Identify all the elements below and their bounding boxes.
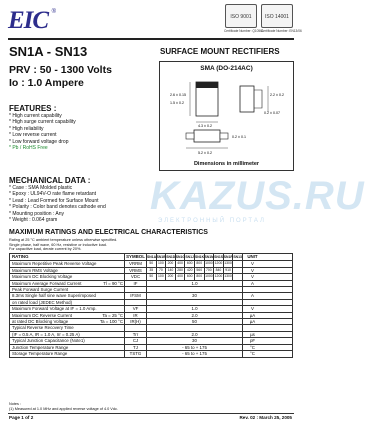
parameter-cell — [10, 281, 125, 286]
value-cell: 840 — [214, 268, 224, 273]
note-line: Notes : — [9, 402, 22, 406]
column-header: SN13 — [233, 255, 242, 259]
symbol-cell: CJ — [125, 338, 147, 343]
rating-notes — [9, 238, 117, 252]
symbol-cell: VRMS — [125, 268, 147, 273]
package-side-view — [240, 86, 254, 112]
dim-label: 0.2 ± 0.1 — [232, 135, 246, 139]
table-row — [9, 351, 293, 357]
product-category: SURFACE MOUNT RECTIFIERS — [160, 47, 280, 56]
package-name: SMA (DO-214AC) — [200, 65, 253, 72]
io-spec: Io : 1.0 Ampere — [9, 77, 84, 89]
value-cell: 50 — [147, 261, 157, 266]
ratings-heading: MAXIMUM RATINGS AND ELECTRICAL CHARACTERISTICS — [9, 229, 208, 236]
list-item: * High surge current capability — [9, 119, 76, 125]
parameter-name: (IF = 0.5 A, IR = 1.0 A, Irr = 0.25 A) — [12, 331, 80, 337]
list-item: * Weight : 0.064 gram — [9, 217, 106, 223]
unit-cell: V — [251, 306, 254, 312]
column-header: SYMBOL — [125, 254, 147, 260]
parameter-cell — [10, 287, 125, 292]
parameter-cell — [10, 306, 125, 311]
list-item: * Low forward voltage drop — [9, 139, 76, 145]
right-lead — [220, 133, 228, 139]
parameter-cell — [10, 274, 125, 279]
value-cell: 420 — [185, 268, 195, 273]
parameter-name: Maximum Forward Voltage at IF = 1.0 Amp. — [12, 306, 97, 312]
footnotes — [9, 402, 118, 411]
symbol-cell — [125, 300, 147, 305]
unit-cell: V — [250, 261, 254, 267]
revision-date: Rev. 02 : March 25, 2005 — [239, 415, 292, 420]
watermark — [150, 174, 365, 232]
dim-label: 4.3 ± 0.2 — [198, 124, 212, 128]
list-item: * Case : SMA Molded plastic — [9, 185, 106, 191]
left-lead — [186, 133, 194, 139]
value-cell: 200 — [166, 274, 176, 279]
value-cell: - 65 to + 175 — [147, 345, 243, 350]
column-header: SN1R — [223, 255, 233, 259]
watermark-subtitle: ЭЛЕКТРОННЫЙ ПОРТАЛ — [158, 218, 266, 224]
unit-cell — [243, 287, 262, 292]
value-cell: 800 — [195, 261, 205, 266]
symbol-cell: Trr — [125, 332, 147, 337]
parameter-name: at rated DC Blocking Voltage — [12, 319, 69, 325]
parameter-name: Maximum DC Blocking Voltage — [12, 274, 73, 280]
column-header: SN1G — [175, 255, 186, 259]
value-cell: 400 — [176, 261, 186, 266]
symbol-cell: IR — [125, 313, 147, 318]
column-header: RATING — [10, 254, 125, 260]
symbol-cell — [125, 325, 147, 330]
iso-14001-badge: ISO 14001 — [261, 4, 293, 28]
value-cell: 70 — [157, 268, 167, 273]
symbol-cell: IF — [125, 281, 147, 286]
column-header: SN1M — [204, 255, 214, 259]
eic-logo — [8, 7, 56, 34]
package-bottom-view — [194, 130, 220, 142]
symbol-cell: VDC — [125, 274, 147, 279]
value-cell: 1000 — [205, 261, 213, 266]
symbol-cell: TSTG — [125, 351, 147, 356]
features-list — [9, 113, 76, 151]
parameter-name: Maximum Average Forward Current — [12, 280, 82, 286]
parameter-cell — [10, 338, 125, 343]
features-heading: FEATURES : — [9, 104, 57, 113]
parameter-name: Storage Temperature Range — [12, 351, 68, 357]
value-cell: 280 — [176, 268, 186, 273]
page-number: Page 1 of 2 — [9, 415, 34, 420]
value-cell: 1.0 — [147, 306, 243, 311]
value-cell: 2.0 — [147, 313, 243, 318]
value-cell: 1000 — [205, 274, 213, 279]
parameter-cell — [10, 325, 125, 330]
parameter-name: Maximum Repetitive Peak Reverse Voltage — [12, 261, 97, 267]
value-cell — [147, 325, 243, 330]
unit-cell — [243, 300, 262, 305]
value-cell: 1300 — [224, 274, 232, 279]
list-item: * Polarity : Color band denotes cathode end — [9, 204, 106, 210]
value-cell — [147, 300, 243, 305]
header-divider — [8, 38, 294, 40]
list-item: * High reliability — [9, 126, 76, 132]
dim-label: 1.5 ± 0.2 — [170, 101, 184, 105]
value-cell: 400 — [176, 274, 186, 279]
value-cell: 600 — [185, 261, 195, 266]
value-cell: 1200 — [214, 274, 223, 279]
parameter-condition: Tl = 90 °C — [103, 280, 123, 286]
note-line: Single phase, half wave, 60 Hz, resistive or inductive load. — [9, 242, 107, 247]
unit-cell: A — [251, 280, 254, 286]
column-header: SN1D — [166, 255, 176, 259]
value-cell: 1200 — [214, 261, 223, 266]
column-header: SN1K — [194, 255, 205, 259]
value-cell: 30 — [147, 293, 243, 298]
column-header: UNIT — [247, 254, 258, 259]
unit-cell: µA — [249, 312, 256, 318]
value-cell: 100 — [157, 274, 167, 279]
value-cell: 2.0 — [147, 332, 243, 337]
part-title: SN1A - SN13 — [9, 44, 88, 59]
unit-cell: V — [250, 274, 254, 280]
column-header: SN1J — [185, 255, 194, 259]
parameter-cell — [10, 313, 125, 318]
value-cell: 50 — [147, 274, 157, 279]
unit-cell: A — [251, 293, 254, 299]
iso-9001-caption: Certificate Number: Q10561 — [224, 29, 264, 33]
ratings-table — [9, 253, 293, 358]
list-item: * Mounting position : Any — [9, 211, 106, 217]
value-cell: 200 — [166, 261, 176, 266]
column-header: SN1A — [147, 255, 157, 259]
package-outline-drawing — [162, 74, 292, 160]
parameter-condition: Ta = 100 °C — [99, 319, 123, 325]
iso-14001-caption: Certificate Number: EN13/06 — [261, 29, 302, 33]
value-cell — [233, 274, 243, 279]
symbol-cell: VRRM — [125, 261, 147, 266]
value-cell: 800 — [195, 274, 205, 279]
footer-divider — [8, 413, 294, 414]
value-cell: - 65 to + 175 — [147, 351, 243, 356]
logo-registered-mark: ® — [51, 9, 56, 15]
value-cell — [147, 287, 243, 292]
value-cell: 700 — [205, 268, 215, 273]
unit-cell: V — [250, 267, 254, 273]
parameter-name: Typical Reverse Recovery Time — [12, 325, 74, 331]
unit-cell: °C — [250, 351, 255, 357]
value-cell — [233, 268, 243, 273]
dim-label: 0.2 ± 0.07 — [264, 111, 280, 115]
watermark-text: KAZUS.RU — [150, 174, 365, 218]
parameter-cell — [10, 300, 125, 305]
parameter-name: Typical Junction Capacitance (Note1) — [12, 338, 85, 344]
parameter-cell — [10, 261, 125, 266]
parameter-name: Maximum RMS Voltage — [12, 267, 58, 273]
package-dimensions-box — [159, 61, 294, 171]
unit-cell: pF — [249, 338, 256, 344]
parameter-condition: Ta = 25 °C — [102, 312, 123, 318]
certification-badges — [223, 4, 302, 34]
parameter-cell — [10, 268, 125, 273]
parameter-name: Maximum DC Reverse Current — [12, 312, 73, 318]
list-item: * Lead : Lead Formed for Surface Mount — [9, 198, 106, 204]
value-cell: 1300 — [224, 261, 232, 266]
unit-cell — [243, 325, 262, 330]
unit-cell: µs — [250, 331, 255, 337]
value-cell: 910 — [224, 268, 234, 273]
value-cell: 560 — [195, 268, 205, 273]
parameter-cell — [10, 293, 125, 298]
parameter-cell — [10, 332, 125, 337]
note-line: (1) Measured at 1.0 MHz and applied reverse voltage of 4.0 Vdc. — [9, 406, 118, 411]
parameter-cell — [10, 319, 125, 324]
parameter-name: 8.3ms Single half sine wave Superimposed — [12, 293, 96, 299]
symbol-cell: TJ — [125, 345, 147, 350]
cathode-band — [196, 82, 218, 88]
list-item: * Epoxy : UL94V-O rate flame retardant — [9, 191, 106, 197]
value-cell: 35 — [147, 268, 157, 273]
unit-cell: µA — [249, 319, 256, 325]
mechanical-list — [9, 185, 106, 223]
value-cell: 600 — [185, 274, 195, 279]
iso-9001-badge: ISO 9001 — [225, 4, 257, 28]
unit-cell: °C — [250, 344, 255, 350]
symbol-cell: VF — [125, 306, 147, 311]
parameter-cell — [10, 345, 125, 350]
prv-spec: PRV : 50 - 1300 Volts — [9, 64, 112, 76]
value-cell — [233, 261, 243, 266]
symbol-cell: IFSM — [125, 293, 147, 298]
column-header: SN1B — [156, 255, 166, 259]
logo-text: EIC — [8, 7, 49, 34]
dim-label: 5.2 ± 0.2 — [198, 151, 212, 155]
dim-label: 2.2 ± 0.2 — [270, 93, 284, 97]
dim-label: 2.6 ± 0.15 — [170, 93, 186, 97]
value-cell: 50 — [147, 319, 243, 324]
column-header: SN1S — [214, 255, 224, 259]
symbol-cell: IR(H) — [125, 319, 147, 324]
table-header-row — [9, 253, 293, 261]
note-line: For capacitive load, derate current by 20%. — [9, 247, 82, 252]
symbol-cell — [125, 287, 147, 292]
dimensions-caption: Dimensions in millimeter — [193, 161, 260, 167]
value-cell: 140 — [166, 268, 176, 273]
list-item: * Low reverse current — [9, 132, 76, 138]
note-line: Rating at 25 °C ambient temperature unless otherwise specified. — [9, 238, 118, 242]
list-item: * Pb / RoHS Free — [9, 145, 76, 151]
mechanical-heading: MECHANICAL DATA : — [9, 176, 91, 185]
value-cell: 1.0 — [147, 281, 243, 286]
parameter-name: on rated load (JEDEC Method) — [12, 299, 73, 305]
value-cell: 30 — [147, 338, 243, 343]
list-item: * High current capability — [9, 113, 76, 119]
parameter-cell — [10, 351, 125, 356]
value-cell: 100 — [157, 261, 167, 266]
parameter-name: Peak Forward Surge Current — [12, 287, 69, 293]
parameter-name: Junction Temperature Range — [12, 344, 69, 350]
